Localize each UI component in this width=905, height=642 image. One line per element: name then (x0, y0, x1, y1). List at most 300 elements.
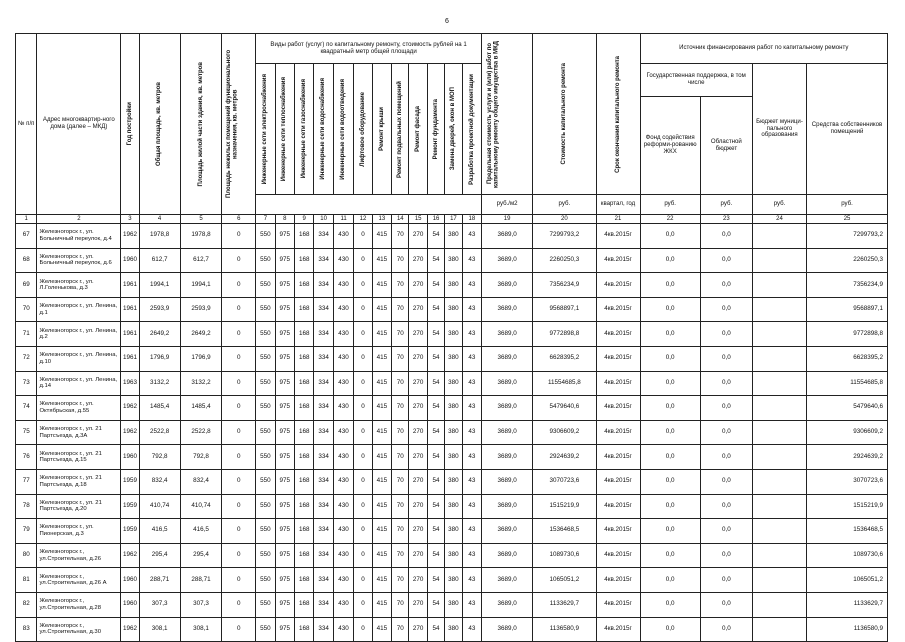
row-total-area: 410,74 (139, 494, 180, 519)
row-work-cost: 168 (295, 248, 314, 273)
row-work-cost: 430 (333, 617, 353, 642)
row-work-cost: 54 (427, 371, 444, 396)
row-work-cost: 415 (372, 519, 391, 544)
row-work-cost: 975 (275, 322, 294, 347)
row-municipal (752, 322, 806, 347)
header-state-support: Государственная поддержка, в том числе (640, 64, 752, 97)
header-work-11: Замена дверей, окон в МОП (445, 64, 462, 195)
row-work-cost: 430 (333, 445, 353, 470)
row-work-cost: 43 (462, 543, 481, 568)
row-regional: 0,0 (700, 297, 752, 322)
row-work-cost: 270 (409, 273, 427, 298)
row-work-cost: 270 (409, 494, 427, 519)
row-year: 1962 (121, 396, 139, 421)
row-year: 1960 (121, 592, 139, 617)
row-work-cost: 168 (295, 543, 314, 568)
row-work-cost: 550 (256, 273, 275, 298)
row-work-cost: 0 (354, 420, 372, 445)
row-work-cost: 0 (354, 371, 372, 396)
column-number: 13 (372, 215, 391, 224)
row-work-cost: 380 (445, 519, 462, 544)
header-work-1: Инженерные сети электроснабжения (256, 64, 275, 195)
row-regional: 0,0 (700, 445, 752, 470)
row-work-cost: 270 (409, 445, 427, 470)
header-works-units-spacer (256, 195, 482, 215)
row-regional: 0,0 (700, 617, 752, 642)
row-year: 1962 (121, 420, 139, 445)
row-address: Железногорск г., ул.Строительная, д.30 (37, 617, 121, 642)
row-nonliving-area: 0 (222, 396, 256, 421)
row-number: 82 (16, 592, 37, 617)
row-work-cost: 270 (409, 543, 427, 568)
row-total-area: 308,1 (139, 617, 180, 642)
row-work-cost: 70 (392, 519, 409, 544)
row-owners: 11554685,8 (807, 371, 888, 396)
row-regional: 0,0 (700, 322, 752, 347)
row-regional: 0,0 (700, 519, 752, 544)
column-number: 11 (333, 215, 353, 224)
row-work-cost: 168 (295, 273, 314, 298)
row-cost: 6628395,2 (533, 346, 596, 371)
header-funding-group: Источник финансирования работ по капитальному ремонту (640, 34, 888, 64)
row-deadline: 4кв.2015г (596, 322, 640, 347)
row-fund: 0,0 (640, 371, 700, 396)
row-year: 1961 (121, 273, 139, 298)
row-work-cost: 0 (354, 592, 372, 617)
row-deadline: 4кв.2015г (596, 494, 640, 519)
row-work-cost: 168 (295, 297, 314, 322)
row-limit-cost: 3689,0 (482, 371, 533, 396)
header-cost: Стоимость капитального ремонта (533, 34, 596, 195)
row-fund: 0,0 (640, 297, 700, 322)
row-fund: 0,0 (640, 273, 700, 298)
row-work-cost: 270 (409, 248, 427, 273)
row-regional: 0,0 (700, 224, 752, 249)
row-cost: 1133629,7 (533, 592, 596, 617)
row-work-cost: 70 (392, 346, 409, 371)
row-work-cost: 270 (409, 297, 427, 322)
row-work-cost: 43 (462, 568, 481, 593)
row-work-cost: 550 (256, 396, 275, 421)
column-number: 10 (314, 215, 333, 224)
row-deadline: 4кв.2015г (596, 371, 640, 396)
row-work-cost: 43 (462, 248, 481, 273)
row-regional: 0,0 (700, 346, 752, 371)
row-work-cost: 430 (333, 568, 353, 593)
row-work-cost: 415 (372, 273, 391, 298)
row-work-cost: 380 (445, 617, 462, 642)
row-nonliving-area: 0 (222, 568, 256, 593)
row-work-cost: 54 (427, 224, 444, 249)
row-work-cost: 415 (372, 248, 391, 273)
row-work-cost: 168 (295, 396, 314, 421)
row-work-cost: 550 (256, 469, 275, 494)
column-number: 4 (139, 215, 180, 224)
row-year: 1961 (121, 346, 139, 371)
row-limit-cost: 3689,0 (482, 519, 533, 544)
table-body (16, 224, 888, 642)
row-work-cost: 168 (295, 420, 314, 445)
row-living-area: 1485,4 (180, 396, 222, 421)
row-number: 69 (16, 273, 37, 298)
row-work-cost: 70 (392, 371, 409, 396)
row-work-cost: 550 (256, 494, 275, 519)
row-municipal (752, 273, 806, 298)
row-cost: 1065051,2 (533, 568, 596, 593)
row-number: 73 (16, 371, 37, 396)
header-living-area: Площадь жилой части здания, кв. метров (180, 34, 222, 215)
row-work-cost: 430 (333, 273, 353, 298)
row-deadline: 4кв.2015г (596, 248, 640, 273)
row-work-cost: 0 (354, 273, 372, 298)
row-work-cost: 70 (392, 469, 409, 494)
row-regional: 0,0 (700, 494, 752, 519)
row-limit-cost: 3689,0 (482, 346, 533, 371)
row-number: 77 (16, 469, 37, 494)
row-work-cost: 550 (256, 617, 275, 642)
row-cost: 3070723,6 (533, 469, 596, 494)
capital-repair-table (15, 33, 888, 642)
row-work-cost: 54 (427, 273, 444, 298)
row-municipal (752, 494, 806, 519)
column-number: 3 (121, 215, 139, 224)
row-work-cost: 334 (314, 519, 333, 544)
row-work-cost: 43 (462, 469, 481, 494)
row-work-cost: 430 (333, 346, 353, 371)
header-year: Год постройки (121, 34, 139, 215)
row-work-cost: 70 (392, 297, 409, 322)
row-work-cost: 380 (445, 322, 462, 347)
row-work-cost: 430 (333, 420, 353, 445)
row-work-cost: 70 (392, 445, 409, 470)
row-living-area: 416,5 (180, 519, 222, 544)
row-owners: 5479640,6 (807, 396, 888, 421)
row-work-cost: 415 (372, 346, 391, 371)
header-work-7: Ремонт крыши (372, 64, 391, 195)
row-work-cost: 54 (427, 494, 444, 519)
row-municipal (752, 371, 806, 396)
row-work-cost: 550 (256, 346, 275, 371)
row-nonliving-area: 0 (222, 543, 256, 568)
row-work-cost: 415 (372, 224, 391, 249)
row-work-cost: 415 (372, 617, 391, 642)
row-work-cost: 430 (333, 322, 353, 347)
row-fund: 0,0 (640, 469, 700, 494)
unit-owners: руб. (807, 195, 888, 215)
header-work-9: Ремонт фасада (409, 64, 427, 195)
row-address: Железногорск г., ул.Строительная, д.26 А (37, 568, 121, 593)
row-fund: 0,0 (640, 592, 700, 617)
row-limit-cost: 3689,0 (482, 445, 533, 470)
row-work-cost: 0 (354, 445, 372, 470)
row-deadline: 4кв.2015г (596, 420, 640, 445)
row-work-cost: 430 (333, 592, 353, 617)
row-work-cost: 334 (314, 224, 333, 249)
table-row (16, 396, 888, 421)
row-work-cost: 380 (445, 248, 462, 273)
row-nonliving-area: 0 (222, 445, 256, 470)
row-limit-cost: 3689,0 (482, 322, 533, 347)
row-year: 1959 (121, 519, 139, 544)
row-work-cost: 334 (314, 396, 333, 421)
row-work-cost: 43 (462, 519, 481, 544)
row-deadline: 4кв.2015г (596, 396, 640, 421)
row-municipal (752, 396, 806, 421)
row-fund: 0,0 (640, 248, 700, 273)
row-cost: 1536468,5 (533, 519, 596, 544)
row-total-area: 1796,9 (139, 346, 180, 371)
row-total-area: 288,71 (139, 568, 180, 593)
row-address: Железногорск г., ул.Строительная, д.28 (37, 592, 121, 617)
row-work-cost: 975 (275, 494, 294, 519)
row-work-cost: 430 (333, 371, 353, 396)
row-living-area: 2522,8 (180, 420, 222, 445)
row-nonliving-area: 0 (222, 420, 256, 445)
row-work-cost: 43 (462, 617, 481, 642)
row-work-cost: 415 (372, 322, 391, 347)
row-owners: 1133629,7 (807, 592, 888, 617)
row-nonliving-area: 0 (222, 297, 256, 322)
row-work-cost: 43 (462, 322, 481, 347)
row-limit-cost: 3689,0 (482, 469, 533, 494)
row-work-cost: 975 (275, 568, 294, 593)
row-work-cost: 270 (409, 469, 427, 494)
row-regional: 0,0 (700, 469, 752, 494)
row-work-cost: 54 (427, 322, 444, 347)
header-work-3: Инженерные сети газоснабжения (295, 64, 314, 195)
row-work-cost: 54 (427, 445, 444, 470)
row-work-cost: 0 (354, 543, 372, 568)
row-cost: 1089730,6 (533, 543, 596, 568)
row-work-cost: 975 (275, 592, 294, 617)
row-work-cost: 975 (275, 273, 294, 298)
column-number: 22 (640, 215, 700, 224)
row-year: 1963 (121, 371, 139, 396)
row-living-area: 1978,8 (180, 224, 222, 249)
row-limit-cost: 3689,0 (482, 568, 533, 593)
row-work-cost: 70 (392, 273, 409, 298)
row-work-cost: 70 (392, 322, 409, 347)
header-works-group: Виды работ (услуг) по капитальному ремонту, стоимость рублей на 1 квадратный метр общей площади (256, 34, 482, 64)
row-work-cost: 334 (314, 273, 333, 298)
row-work-cost: 168 (295, 568, 314, 593)
row-number: 76 (16, 445, 37, 470)
row-work-cost: 270 (409, 519, 427, 544)
header-work-6: Лифтовое оборудование (354, 64, 372, 195)
row-owners: 7356234,9 (807, 273, 888, 298)
row-deadline: 4кв.2015г (596, 297, 640, 322)
row-work-cost: 43 (462, 494, 481, 519)
row-work-cost: 975 (275, 346, 294, 371)
row-work-cost: 415 (372, 396, 391, 421)
row-work-cost: 430 (333, 224, 353, 249)
row-work-cost: 43 (462, 371, 481, 396)
row-cost: 7356234,9 (533, 273, 596, 298)
row-total-area: 2649,2 (139, 322, 180, 347)
row-number: 70 (16, 297, 37, 322)
row-work-cost: 334 (314, 543, 333, 568)
row-work-cost: 975 (275, 617, 294, 642)
row-work-cost: 550 (256, 592, 275, 617)
header-regional: Областной бюджет (700, 97, 752, 195)
row-living-area: 612,7 (180, 248, 222, 273)
row-municipal (752, 224, 806, 249)
row-work-cost: 54 (427, 592, 444, 617)
row-nonliving-area: 0 (222, 519, 256, 544)
row-work-cost: 0 (354, 346, 372, 371)
row-living-area: 410,74 (180, 494, 222, 519)
row-owners: 2924639,2 (807, 445, 888, 470)
row-living-area: 792,8 (180, 445, 222, 470)
row-work-cost: 430 (333, 494, 353, 519)
row-address: Железногорск г., ул. Л.Голенькова, д.3 (37, 273, 121, 298)
row-fund: 0,0 (640, 543, 700, 568)
row-work-cost: 0 (354, 248, 372, 273)
row-nonliving-area: 0 (222, 592, 256, 617)
row-total-area: 792,8 (139, 445, 180, 470)
row-municipal (752, 592, 806, 617)
row-work-cost: 975 (275, 469, 294, 494)
column-number: 9 (295, 215, 314, 224)
row-work-cost: 168 (295, 469, 314, 494)
row-cost: 7299793,2 (533, 224, 596, 249)
column-number: 16 (427, 215, 444, 224)
row-work-cost: 270 (409, 322, 427, 347)
row-work-cost: 550 (256, 568, 275, 593)
row-address: Железногорск г., ул. Октябрьская, д.55 (37, 396, 121, 421)
row-work-cost: 54 (427, 346, 444, 371)
row-deadline: 4кв.2015г (596, 469, 640, 494)
header-address: Адрес многоквартир-ного дома (далее – МКД) (37, 34, 121, 215)
column-number: 6 (222, 215, 256, 224)
row-work-cost: 168 (295, 445, 314, 470)
column-number: 1 (16, 215, 37, 224)
row-limit-cost: 3689,0 (482, 592, 533, 617)
row-work-cost: 54 (427, 396, 444, 421)
row-address: Железногорск г., ул. 21 Партсъезда, д.15 (37, 445, 121, 470)
table-row (16, 273, 888, 298)
row-deadline: 4кв.2015г (596, 568, 640, 593)
row-work-cost: 975 (275, 297, 294, 322)
row-total-area: 3132,2 (139, 371, 180, 396)
row-work-cost: 0 (354, 494, 372, 519)
row-work-cost: 415 (372, 420, 391, 445)
row-total-area: 1978,8 (139, 224, 180, 249)
row-address: Железногорск г., ул. Больничный переулок, д.4 (37, 224, 121, 249)
row-cost: 2924639,2 (533, 445, 596, 470)
row-address: Железногорск г., ул. Больничный переулок, д.6 (37, 248, 121, 273)
row-regional: 0,0 (700, 420, 752, 445)
row-owners: 1089730,6 (807, 543, 888, 568)
row-work-cost: 334 (314, 371, 333, 396)
row-work-cost: 43 (462, 592, 481, 617)
row-work-cost: 270 (409, 568, 427, 593)
row-work-cost: 975 (275, 248, 294, 273)
row-work-cost: 430 (333, 396, 353, 421)
table-header (16, 34, 888, 224)
row-address: Железногорск г., ул. Ленина, д.10 (37, 346, 121, 371)
row-owners: 1515219,9 (807, 494, 888, 519)
row-municipal (752, 445, 806, 470)
row-address: Железногорск г., ул. Ленина, д.1 (37, 297, 121, 322)
unit-regional: руб. (700, 195, 752, 215)
row-work-cost: 430 (333, 519, 353, 544)
row-work-cost: 54 (427, 420, 444, 445)
column-number: 2 (37, 215, 121, 224)
header-total-area: Общая площадь, кв. метров (139, 34, 180, 215)
row-owners: 2260250,3 (807, 248, 888, 273)
table-row (16, 322, 888, 347)
row-work-cost: 380 (445, 445, 462, 470)
row-deadline: 4кв.2015г (596, 445, 640, 470)
row-work-cost: 0 (354, 224, 372, 249)
row-owners: 6628395,2 (807, 346, 888, 371)
row-work-cost: 380 (445, 543, 462, 568)
row-number: 83 (16, 617, 37, 642)
row-work-cost: 270 (409, 420, 427, 445)
row-work-cost: 380 (445, 469, 462, 494)
row-fund: 0,0 (640, 420, 700, 445)
column-number: 12 (354, 215, 372, 224)
row-fund: 0,0 (640, 494, 700, 519)
row-work-cost: 975 (275, 519, 294, 544)
row-work-cost: 415 (372, 494, 391, 519)
column-number: 19 (482, 215, 533, 224)
row-work-cost: 415 (372, 445, 391, 470)
row-work-cost: 380 (445, 396, 462, 421)
row-cost: 9568897,1 (533, 297, 596, 322)
table-row (16, 519, 888, 544)
row-number: 74 (16, 396, 37, 421)
table-row (16, 248, 888, 273)
row-work-cost: 0 (354, 322, 372, 347)
row-work-cost: 168 (295, 617, 314, 642)
row-number: 68 (16, 248, 37, 273)
header-deadline: Срок окончания капитального ремонта (596, 34, 640, 195)
row-work-cost: 380 (445, 297, 462, 322)
row-work-cost: 380 (445, 371, 462, 396)
row-nonliving-area: 0 (222, 346, 256, 371)
row-nonliving-area: 0 (222, 224, 256, 249)
row-work-cost: 43 (462, 420, 481, 445)
header-work-4: Инженерные сети водоснабжения (314, 64, 333, 195)
row-municipal (752, 469, 806, 494)
row-work-cost: 70 (392, 543, 409, 568)
row-nonliving-area: 0 (222, 248, 256, 273)
row-year: 1959 (121, 469, 139, 494)
row-deadline: 4кв.2015г (596, 543, 640, 568)
row-total-area: 307,3 (139, 592, 180, 617)
row-limit-cost: 3689,0 (482, 420, 533, 445)
row-work-cost: 415 (372, 592, 391, 617)
row-work-cost: 270 (409, 617, 427, 642)
header-municipal: Бюджет муници-пального образования (752, 64, 806, 195)
unit-limit: руб./м2 (482, 195, 533, 215)
column-number: 23 (700, 215, 752, 224)
row-number: 67 (16, 224, 37, 249)
table-row (16, 371, 888, 396)
row-deadline: 4кв.2015г (596, 224, 640, 249)
row-work-cost: 168 (295, 592, 314, 617)
row-municipal (752, 568, 806, 593)
row-number: 75 (16, 420, 37, 445)
column-number: 8 (275, 215, 294, 224)
row-work-cost: 70 (392, 568, 409, 593)
row-work-cost: 334 (314, 494, 333, 519)
row-work-cost: 430 (333, 543, 353, 568)
row-work-cost: 380 (445, 494, 462, 519)
row-work-cost: 270 (409, 224, 427, 249)
